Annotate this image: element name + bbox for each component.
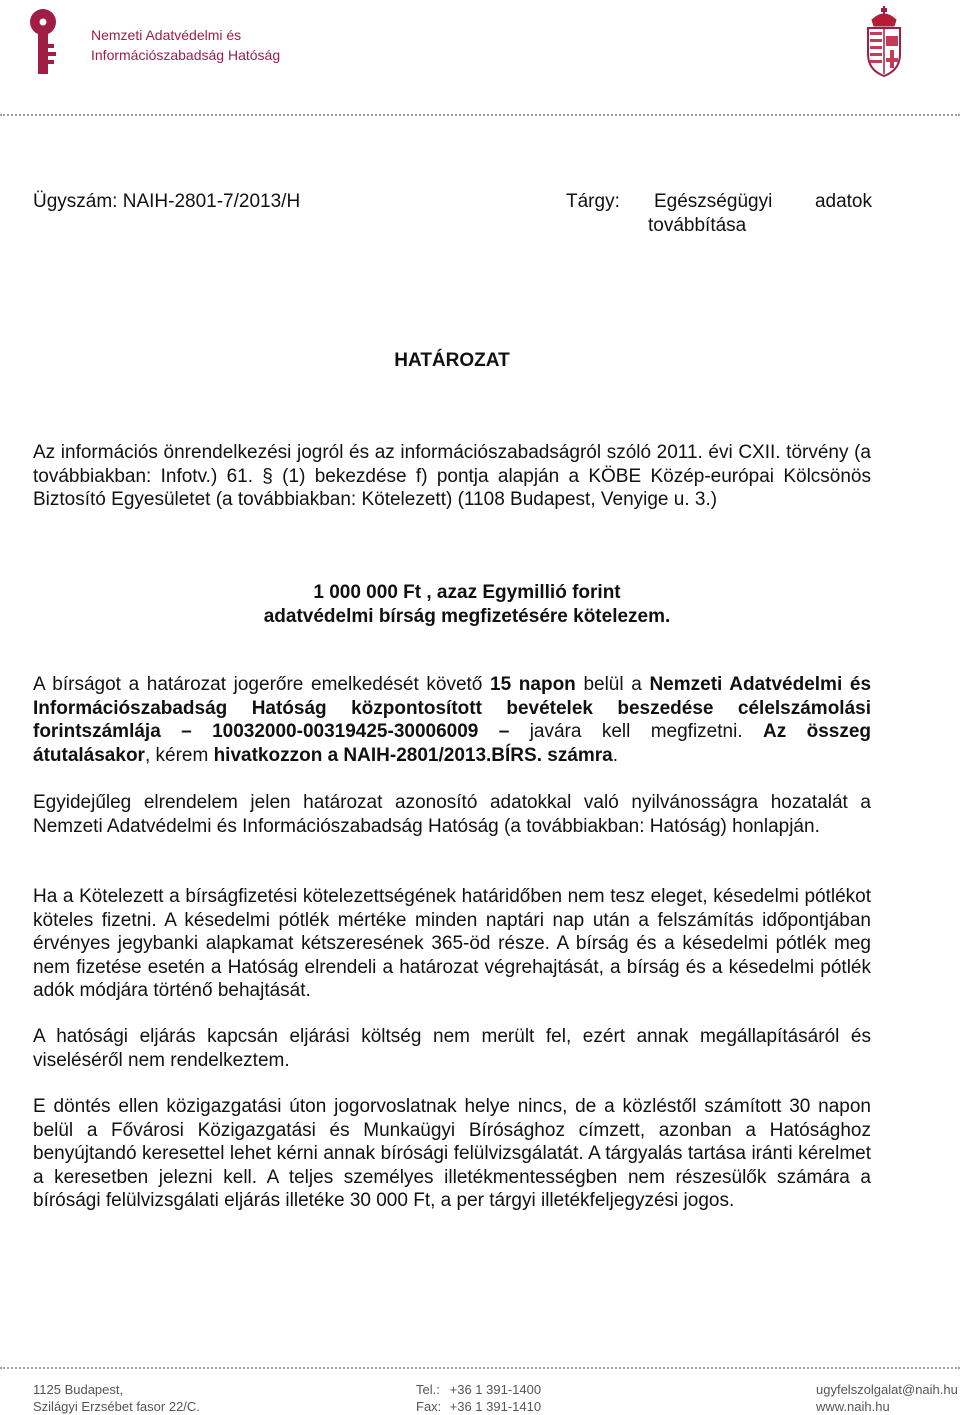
- payment-reference: hivatkozzon a NAIH-2801/2013.BÍRS. számra: [213, 744, 613, 766]
- fax-label: Fax:: [416, 1399, 442, 1414]
- fine-amount-line2: adatvédelmi bírság megfizetésére kötelezem.: [263, 606, 671, 627]
- footer-address-line2: Szilágyi Erzsébet fasor 22/C.: [33, 1399, 200, 1414]
- coat-of-arms-icon: [864, 6, 904, 78]
- footer-website[interactable]: www.naih.hu: [816, 1399, 890, 1414]
- costs-paragraph: A hatósági eljárás kapcsán eljárási költség nem merült fel, ezért annak megállapításáról és viseléséről nem rendelkeztem.: [33, 1026, 871, 1071]
- subject-label: Tárgy:: [566, 191, 620, 212]
- footer-email[interactable]: ugyfelszolgalat@naih.hu: [816, 1382, 958, 1397]
- footer-phone: [416, 1381, 541, 1415]
- payment-account: Nemzeti Adatvédelmi és Információszabadság Hatóság központosított bevételek beszedése célelszámolási forintszámlája – 10032000-00319425-30006009 –: [33, 674, 872, 742]
- payment-text-3: javára kell megfizetni.: [509, 721, 763, 742]
- document-title: HATÁROZAT: [394, 350, 510, 371]
- tel-number: +36 1 391-1400: [449, 1382, 542, 1397]
- subject-value: Egészségügyi adatok: [654, 191, 872, 212]
- header-divider: [0, 114, 960, 116]
- key-logo-icon: [28, 8, 58, 76]
- intro-paragraph: Az információs önrendelkezési jogról és az információszabadságról szóló 2011. évi CXII. törvény (a továbbiakban: Infotv.) 61. § (1) bekezdése f) pontja alapján a KÖBE Közép-európai Kölcsönös Biztosító Egyesületet (a továbbiakban: Kötelezett) (1108 Budapest, Venyige u. 3.): [33, 442, 871, 510]
- fine-amount: [33, 581, 901, 629]
- case-number: Ügyszám: NAIH-2801-7/2013/H: [33, 191, 301, 212]
- footer-address: [33, 1381, 200, 1415]
- tel-label: Tel.:: [416, 1382, 440, 1397]
- footer-divider: [0, 1367, 960, 1369]
- late-fee-paragraph: Ha a Kötelezett a bírságfizetési kötelezettségének határidőben nem tesz eleget, késedelmi pótlékot köteles fizetni. A késedelmi pótlék mértéke minden naptári nap után a felszámítás időpontjában érvényes jegybanki alapkamat kétszeresének 365-öd része. A bírság és a késedelmi pótlék meg nem fizetése esetén a Hatóság elrendeli a határozat végrehajtását, a bírság és a késedelmi pótlék adók módjára történő behajtását.: [33, 886, 871, 1001]
- footer-contact: [816, 1381, 958, 1415]
- appeal-paragraph: E döntés ellen közigazgatási úton jogorvoslatnak helye nincs, de a közléstől számított 30 napon belül a Fővárosi Közigazgatási és Munkaügyi Bírósághoz címzett, azonban a Hatósághoz benyújtandó keresettel lehet kérni annak bírósági felülvizsgálatát. A tárgyalás tartása iránti kérelmet a keresetben jelezni kell. A teljes személyes illetékmentességben nem részesülők számára a bírósági felülvizsgálati eljárás illetéke 30 000 Ft, a per tárgyi illetékfeljegyzési jogos.: [33, 1096, 871, 1211]
- subject-value-line2: továbbítása: [648, 215, 747, 236]
- org-name-line2: Információszabadság Hatóság: [91, 47, 281, 63]
- payment-text-4: , kérem: [144, 744, 214, 766]
- org-name: [91, 25, 280, 65]
- payment-text-2: belül a: [575, 674, 650, 695]
- payment-transfer-note: Az összeg átutalásakor: [33, 721, 872, 766]
- footer-address-line1: 1125 Budapest,: [33, 1382, 124, 1397]
- publication-paragraph: Egyidejűleg elrendelem jelen határozat azonosító adatokkal való nyilvánosságra hozatalát a Nemzeti Adatvédelmi és Információszabadság Hatóság (a továbbiakban: Hatóság) honlapján.: [33, 792, 871, 837]
- payment-text-1: A bírságot a határozat jogerőre emelkedését követő: [33, 674, 491, 695]
- fax-number: +36 1 391-1410: [449, 1399, 542, 1414]
- payment-text-5: .: [612, 744, 619, 766]
- payment-paragraph: [33, 673, 871, 767]
- org-name-line1: Nemzeti Adatvédelmi és: [91, 27, 242, 43]
- fine-amount-line1: 1 000 000 Ft , azaz Egymillió forint: [313, 582, 621, 603]
- payment-deadline: 15 napon: [490, 674, 576, 695]
